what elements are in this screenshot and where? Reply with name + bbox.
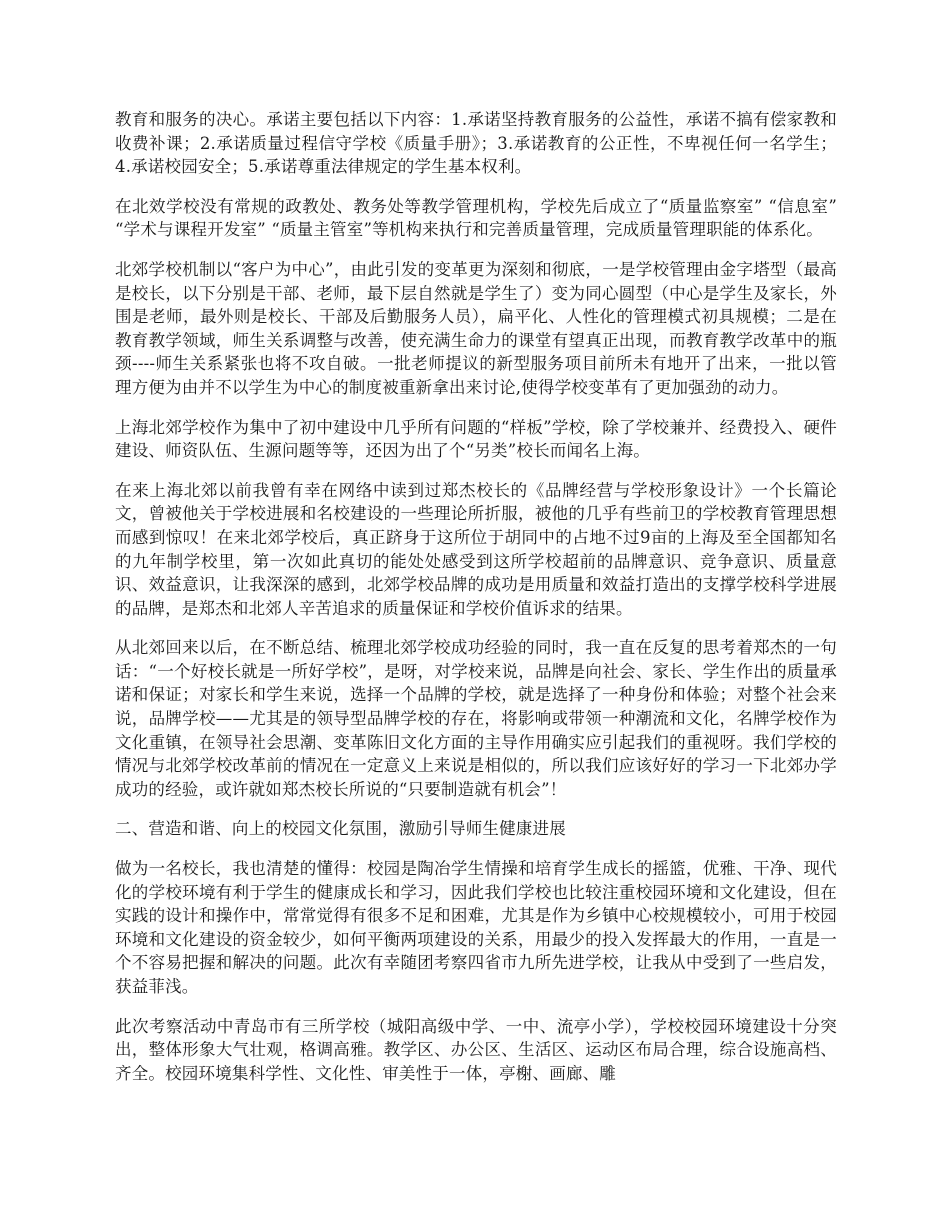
paragraph-principal-view: 做为一名校长，我也清楚的懂得：校园是陶冶学生情操和培育学生成长的摇篮，优雅、干净、现代化的学校环境有利于学生的健康成长和学习，因此我们学校也比较注重校园环境和文化建设，但在实践的设计和操作中，常常觉得有很多不足和困难，尤其是作为乡镇中心校规模较小，可用于校园环境和文化建设的资金较少，如何平衡两项建设的关系，用最少的投入发挥最大的作用，一直是一个不容易把握和解决的问题。此次有幸随团考察四省市九所先进学校，让我从中受到了一些启发，获益菲浅。 bbox=[115, 859, 837, 996]
paragraph-customer-centered: 北郊学校机制以“客户为中心”，由此引发的变革更为深刻和彻底，一是学校管理由金字塔型（最高是校长，以下分别是干部、老师，最下层自然就是学生了）变为同心圆型（中心是学生及家长，外围是老师，最外则是校长、干部及后勤服务人员），扁平化、人性化的管理模式初具规模；二是在教育教学领域，师生关系调整与改善，使充满生命力的课堂有望真正出现，而教育教学改革中的瓶颈----师生关系紧张也将不攻自破。一批老师提议的新型服务项目前所未有地开了出来，一批以管理方便为由并不以学生为中心的制度被重新拿出来讨论,使得学校变革有了更加强劲的动力。 bbox=[115, 259, 837, 397]
paragraph-qingdao-schools: 此次考察活动中青岛市有三所学校（城阳高级中学、一中、流亭小学），学校校园环境建设十分突出，整体形象大气壮观，格调高雅。教学区、办公区、生活区、运动区布局合理，综合设施高档、齐全。校园环境集科学性、文化性、审美性于一体，亭榭、画廊、雕 bbox=[115, 1016, 837, 1083]
paragraph-commitments: 教育和服务的决心。承诺主要包括以下内容：1.承诺坚持教育服务的公益性，承诺不搞有偿家教和收费补课；2.承诺质量过程信守学校《质量手册》；3.承诺教育的公正性，不卑视任何一名学生；4.承诺校园安全；5.承诺尊重法律规定的学生基本权利。 bbox=[115, 110, 837, 177]
paragraph-quality-offices: 在北效学校没有常规的政教处、教务处等教学管理机构，学校先后成立了“质量监察室” “信息室” “学术与课程开发室” “质量主管室”等机构来执行和完善质量管理，完成质量管理职能的体系化。 bbox=[115, 196, 837, 240]
paragraph-model-school: 上海北郊学校作为集中了初中建设中几乎所有问题的“样板”学校，除了学校兼并、经费投入、硬件建设、师资队伍、生源问题等等，还因为出了个“另类”校长而闻名上海。 bbox=[115, 417, 837, 461]
paragraph-brand-essay: 在来上海北郊以前我曾有幸在网络中读到过郑杰校长的《品牌经营与学校形象设计》一个长篇论文，曾被他关于学校进展和名校建设的一些理论所折服，被他的几乎有些前卫的学校教育管理思想而感到惊叹！在来北郊学校后，真正跻身于这所位于胡同中的占地不过9亩的上海及至全国都知名的九年制学校里，第一次如此真切的能处处感受到这所学校超前的品牌意识、竞争意识、质量意识、效益意识，让我深深的感到，北郊学校品牌的成功是用质量和效益打造出的支撑学校科学进展的品牌，是郑杰和北郊人辛苦追求的质量保证和学校价值诉求的结果。 bbox=[115, 480, 837, 618]
document-body bbox=[115, 108, 837, 1101]
section-heading-campus-culture: 二、营造和谐、向上的校园文化氛围，激励引导师生健康进展 bbox=[115, 819, 566, 839]
paragraph-reflection: 从北郊回来以后，在不断总结、梳理北郊学校成功经验的同时，我一直在反复的思考着郑杰的一句话：“一个好校长就是一所好学校”，是呀，对学校来说，品牌是向社会、家长、学生作出的质量承诺和保证；对家长和学生来说，选择一个品牌的学校，就是选择了一种身份和体验；对整个社会来说，品牌学校——尤其是的领导型品牌学校的存在，将影响或带领一种潮流和文化，名牌学校作为文化重镇，在领导社会思潮、变革陈旧文化方面的主导作用确实应引起我们的重视呀。我们学校的情况与北郊学校改革前的情况在一定意义上来说是相似的，所以我们应该好好的学习一下北郊办学成功的经验，或许就如郑杰校长所说的“只要制造就有机会”！ bbox=[115, 638, 837, 799]
